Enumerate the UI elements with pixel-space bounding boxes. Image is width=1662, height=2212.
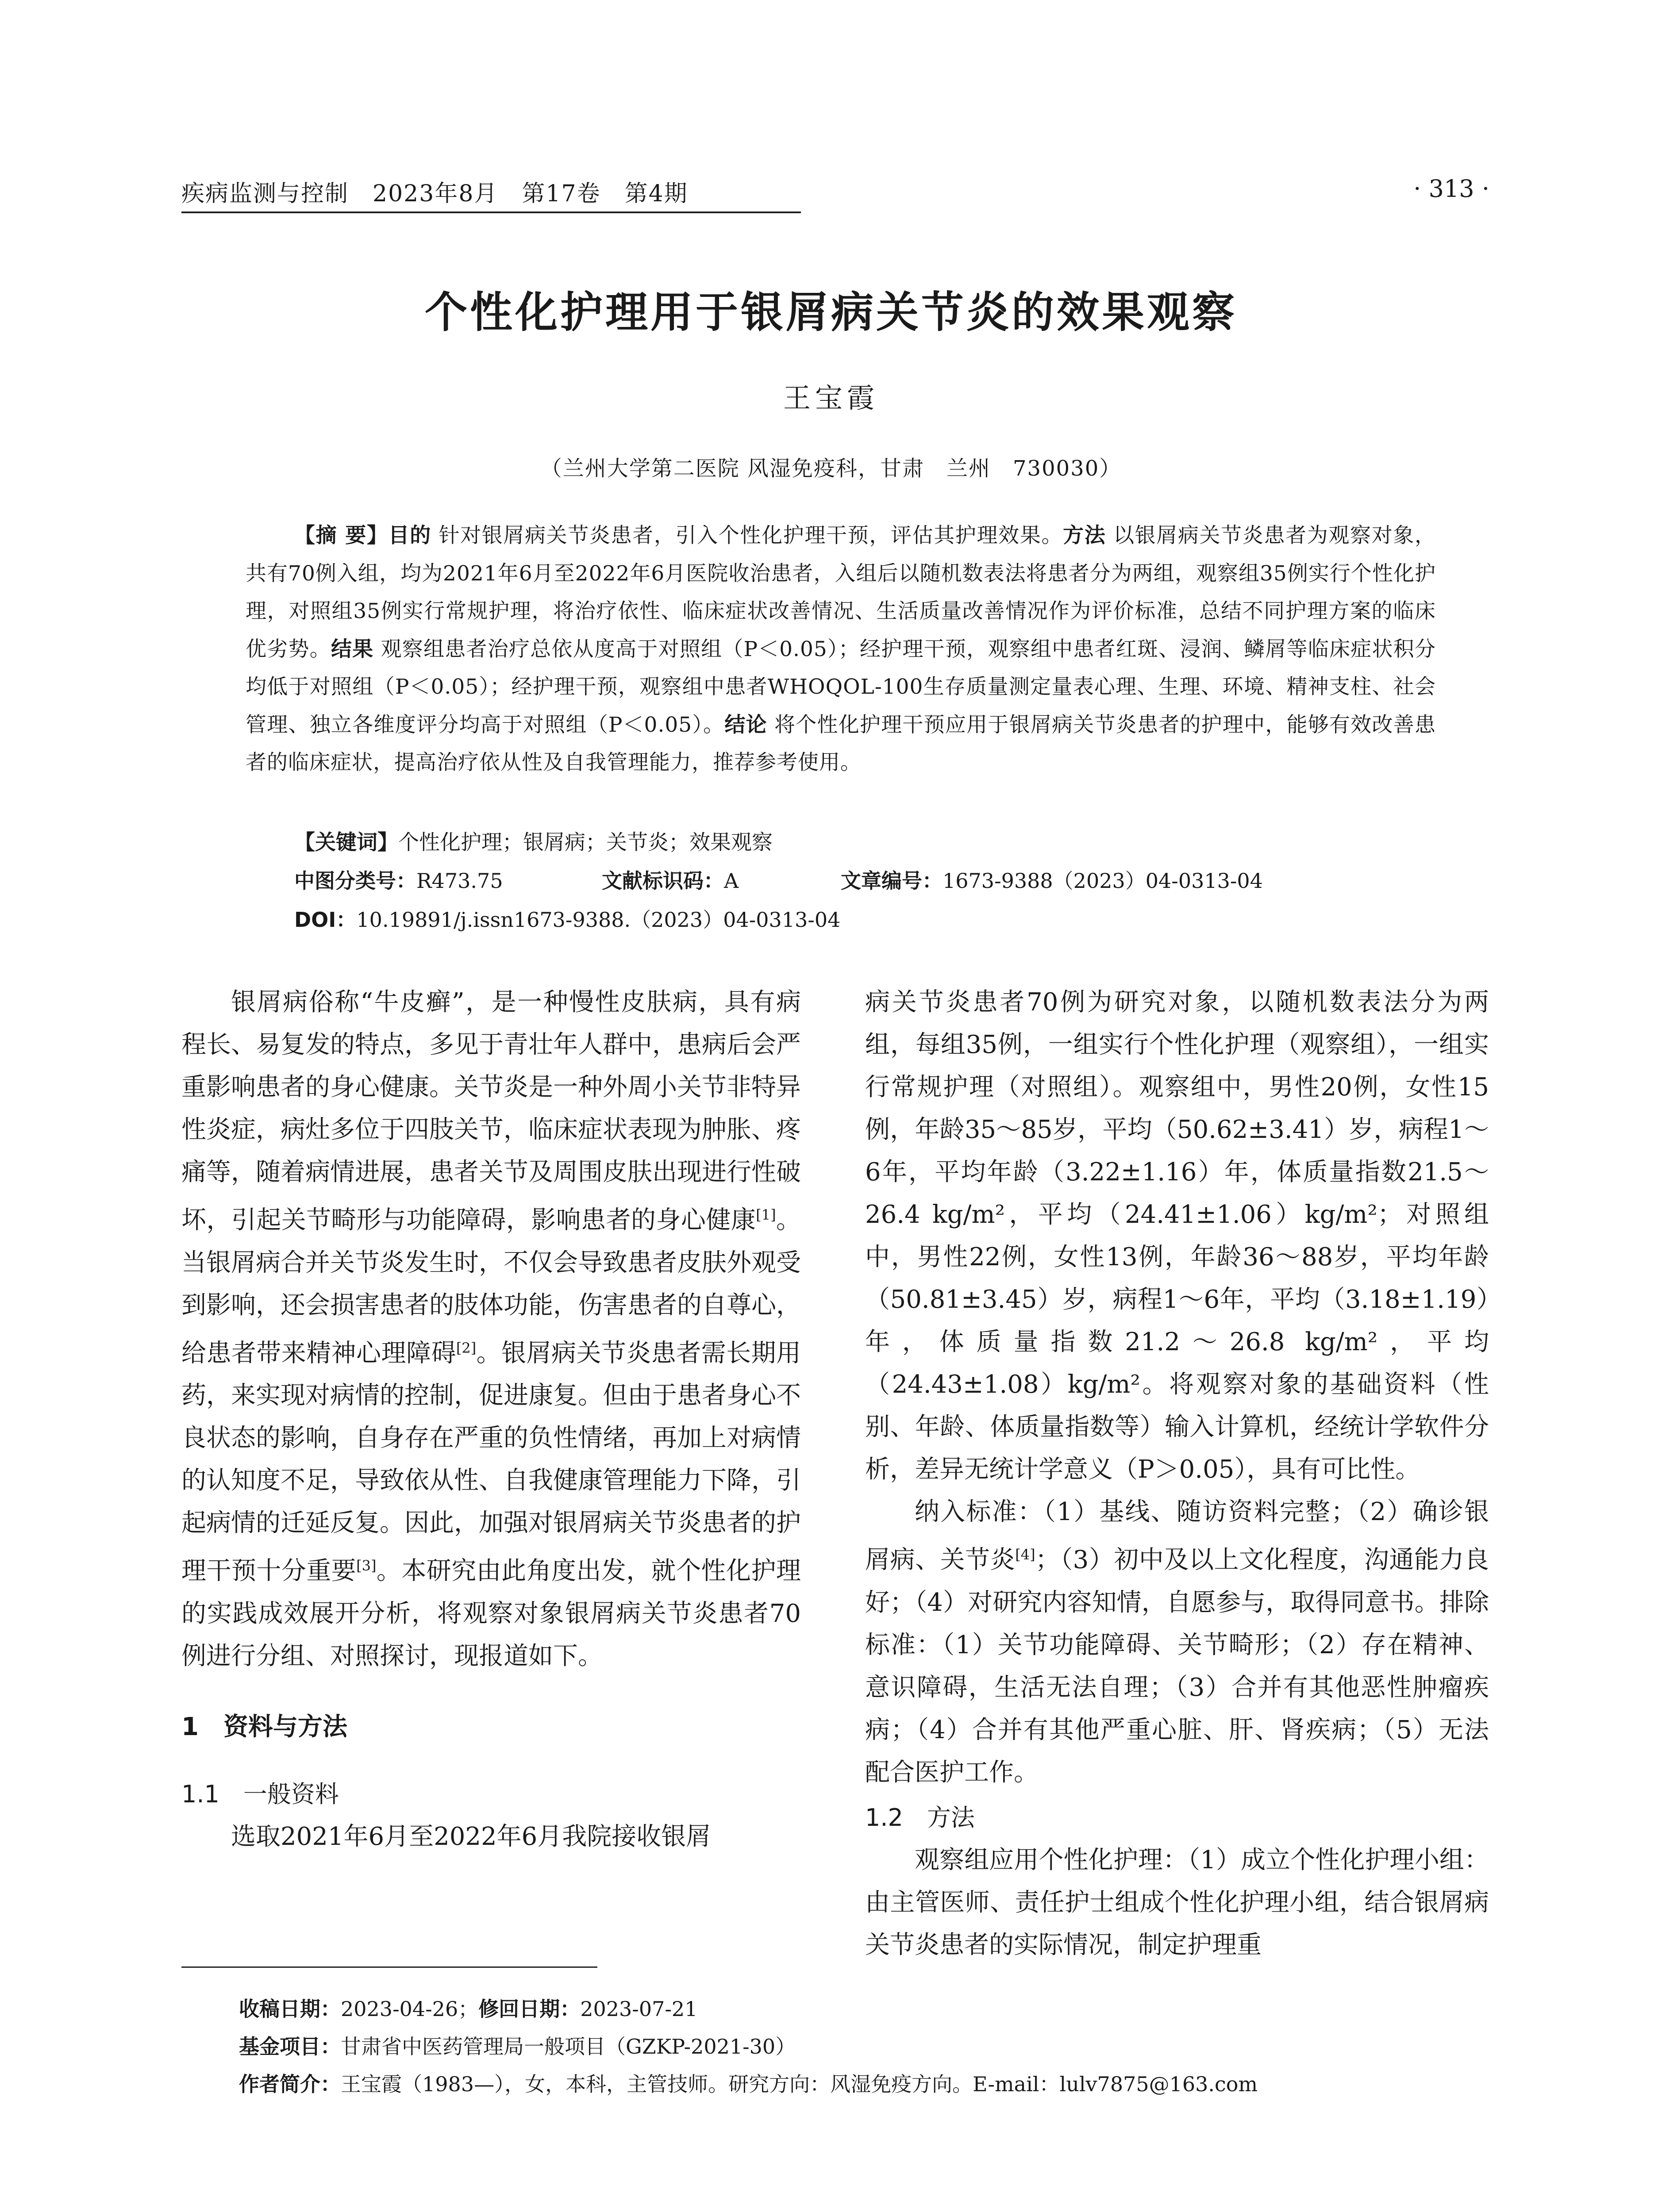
abstract-conclusion-label: 结论 bbox=[724, 712, 767, 737]
revised-label: 修回日期： bbox=[478, 1997, 581, 2021]
general-data-continued: 病关节炎患者70例为研究对象，以随机数表法分为两组，每组35例，一组实行个性化护理（观察组），一组实行常规护理（对照组）。观察组中，男性20例，女性15例，年龄35～85岁，平均（50.62±3.41）岁，病程1～6年，平均年龄（3.22±1.16）年，体质量指数21.5～26.4 kg/m²，平均（24.41±1.06）kg/m²；对照组中，男性22例，女性13例，年龄36～88岁，平均年龄（50.81±3.45）岁，病程1～6年，平均（3.18±1.19）年，体质量指数21.2～26.8 kg/m²，平均（24.43±1.08）kg/m²。将观察对象的基础资料（性别、年龄、体质量指数等）输入计算机，经统计学软件分析，差异无统计学意义（P＞0.05），具有可比性。 bbox=[865, 988, 1489, 1484]
footnote-dates bbox=[239, 1993, 697, 2022]
abstract-purpose: 针对银屑病关节炎患者，引入个性化护理干预，评估其护理效果。 bbox=[431, 523, 1063, 548]
document-code bbox=[602, 865, 739, 894]
doi-label: DOI： bbox=[294, 908, 357, 932]
fund-value: 甘肃省中医药管理局一般项目（GZKP-2021-30） bbox=[341, 2035, 796, 2058]
revised-value: 2023-07-21 bbox=[580, 1997, 698, 2021]
footnote-author-bio bbox=[239, 2068, 1258, 2097]
article-number-label: 文章编号： bbox=[841, 869, 943, 893]
abstract bbox=[246, 517, 1436, 782]
citation-2: [2] bbox=[456, 1339, 477, 1356]
criteria-text-a: 纳入标准：（1）基线、随访资料完整；（2）确诊银屑病、关节炎 bbox=[865, 1498, 1489, 1575]
criteria-text-b: ；（3）初中及以上文化程度，沟通能力良好；（4）对研究内容知情，自愿参与，取得同意书。排除标准：（1）关节功能障碍、关节畸形；（2）存在精神、意识障碍，生活无法自理；（3）合并有其他恶性肿瘤疾病；（4）合并有其他严重心脏、肝、肾疾病；（5）无法配合医护工作。 bbox=[865, 1545, 1489, 1787]
keywords-label: 【关键词】 bbox=[294, 830, 398, 855]
bio-label: 作者简介： bbox=[239, 2072, 341, 2096]
page-number: · 313 · bbox=[1413, 175, 1489, 203]
clc-value: R473.75 bbox=[416, 869, 503, 893]
clc-number bbox=[294, 865, 503, 894]
abstract-result: 观察组患者治疗总依从度高于对照组（P＜0.05）；经护理干预，观察组中患者红斑、浸润、鳞屑等临床症状积分均低于对照组（P＜0.05）；经护理干预，观察组中患者WHOQOL-100生存质量测定量表心理、生理、环境、精神支柱、社会管理、独立各维度评分均高于对照组（P＜0.05）。 bbox=[246, 637, 1436, 737]
right-column bbox=[865, 981, 1489, 1966]
article-number bbox=[841, 865, 1263, 894]
bio-value: 王宝霞（1983—），女，本科，主管技师。研究方向：风湿免疫方向。E-mail：lulv7875@163.com bbox=[341, 2072, 1258, 2096]
citation-3: [3] bbox=[356, 1557, 377, 1575]
fund-label: 基金项目： bbox=[239, 2035, 341, 2058]
abstract-label: 【摘 要】 bbox=[294, 523, 389, 548]
intro-text-d: 。本研究由此角度出发，就个性化护理的实践成效展开分析，将观察对象银屑病关节炎患者70例进行分组、对照探讨，现报道如下。 bbox=[181, 1556, 801, 1671]
doc-code-label: 文献标识码： bbox=[602, 869, 724, 893]
method-paragraph: 观察组应用个性化护理：（1）成立个性化护理小组：由主管医师、责任护士组成个性化护理小组，结合银屑病关节炎患者的实际情况，制定护理重 bbox=[865, 1845, 1489, 1959]
clc-label: 中图分类号： bbox=[294, 869, 416, 893]
general-data-paragraph: 选取2021年6月至2022年6月我院接收银屑 bbox=[231, 1822, 711, 1851]
affiliation: （兰州大学第二医院 风湿免疫科，甘肃 兰州 730030） bbox=[540, 456, 1122, 481]
received-label: 收稿日期： bbox=[239, 1997, 341, 2021]
citation-4: [4] bbox=[1015, 1546, 1035, 1563]
article-number-value: 1673-9388（2023）04-0313-04 bbox=[943, 869, 1263, 893]
footnote-rule bbox=[181, 1966, 597, 1968]
abstract-conclusion: 将个性化护理干预应用于银屑病关节炎患者的护理中，能够有效改善患者的临床症状，提高治疗依从性及自我管理能力，推荐参考使用。 bbox=[246, 712, 1436, 775]
abstract-method-label: 方法 bbox=[1063, 523, 1106, 548]
abstract-result-label: 结果 bbox=[331, 637, 374, 661]
header-rule bbox=[181, 211, 801, 213]
article-title: 个性化护理用于银屑病关节炎的效果观察 bbox=[425, 288, 1237, 337]
author-name: 王宝霞 bbox=[783, 382, 879, 414]
doi bbox=[294, 904, 840, 933]
intro-text-a: 银屑病俗称“牛皮癣”，是一种慢性皮肤病，具有病程长、易复发的特点，多见于青壮年人群中，患病后会严重影响患者的身心健康。关节炎是一种外周小关节非特异性炎症，病灶多位于四肢关节，临床症状表现为肿胀、疼痛等，随着病情进展，患者关节及周围皮肤出现进行性破坏，引起关节畸形与功能障碍，影响患者的身心健康 bbox=[181, 988, 801, 1235]
abstract-purpose-label: 目的 bbox=[388, 523, 431, 548]
intro-text-c: 。银屑病关节炎患者需长期用药，来实现对病情的控制，促进康复。但由于患者身心不良状态的影响，自身存在严重的负性情绪，再加上对病情的认知度不足，导致依从性、自我健康管理能力下降，引起病情的迁延反复。因此，加强对银屑病关节炎患者的护理干预十分重要 bbox=[181, 1339, 801, 1586]
keywords-value: 个性化护理；银屑病；关节炎；效果观察 bbox=[398, 830, 773, 855]
intro-paragraph bbox=[181, 981, 801, 1678]
left-column bbox=[181, 981, 801, 1858]
abstract-method: 以银屑病关节炎患者为观察对象，共有70例入组，均为2021年6月至2022年6月医院收治患者，入组后以随机数表法将患者分为两组，观察组35例实行个性化护理，对照组35例实行常规护理，将治疗依性、临床症状改善情况、生活质量改善情况作为评价标准，总结不同护理方案的临床优劣势。 bbox=[246, 523, 1436, 661]
criteria-paragraph bbox=[865, 1491, 1489, 1794]
intro-text-b: 。当银屑病合并关节炎发生时，不仅会导致患者皮肤外观受到影响，还会损害患者的肢体功能，伤害患者的自尊心，给患者带来精神心理障碍 bbox=[181, 1206, 801, 1368]
footnote-fund bbox=[239, 2031, 796, 2060]
running-header-journal: 疾病监测与控制 2023年8月 第17卷 第4期 bbox=[181, 180, 688, 207]
keywords bbox=[294, 826, 773, 856]
doc-code-value: A bbox=[724, 869, 739, 893]
received-value: 2023-04-26； bbox=[341, 1997, 479, 2021]
section-heading-1-1: 1.1 一般资料 bbox=[181, 1780, 339, 1808]
section-heading-1-2: 1.2 方法 bbox=[865, 1803, 975, 1832]
section-heading-1: 1 资料与方法 bbox=[181, 1712, 347, 1741]
citation-1: [1] bbox=[756, 1206, 776, 1223]
doi-value: 10.19891/j.issn1673-9388.（2023）04-0313-04 bbox=[356, 908, 841, 932]
